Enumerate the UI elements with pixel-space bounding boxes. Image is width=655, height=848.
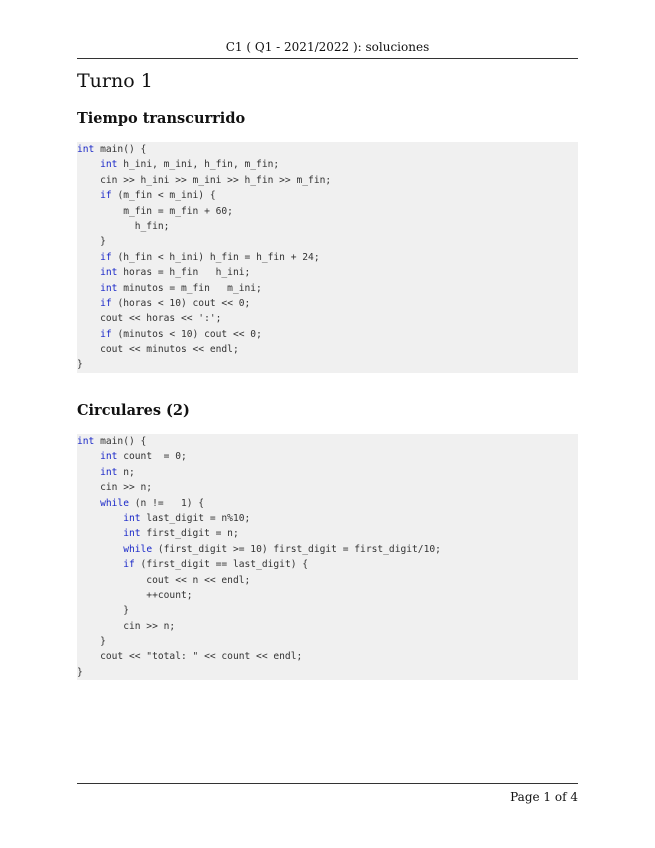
code-text xyxy=(77,544,123,555)
code-keyword: int xyxy=(100,466,118,478)
code-text xyxy=(77,559,123,570)
code-keyword: while xyxy=(123,543,153,555)
code-text xyxy=(77,267,100,278)
code-text xyxy=(77,283,100,294)
code-text: cin >> n; xyxy=(77,620,176,632)
code-text: last_digit = n%10; xyxy=(140,512,251,524)
code-keyword: if xyxy=(100,297,112,309)
code-line xyxy=(77,157,578,172)
problem-title-2: Circulares (2) xyxy=(77,402,190,419)
code-text: (horas < 10) cout << 0; xyxy=(111,297,251,309)
code-line xyxy=(77,511,578,526)
code-block-1 xyxy=(77,142,578,373)
code-text: h_ini, m_ini, h_fin, m_fin; xyxy=(117,159,280,171)
code-text: } xyxy=(77,236,106,248)
code-keyword: int xyxy=(123,512,141,524)
footer-rule xyxy=(77,783,578,784)
problem-title-1: Tiempo transcurrido xyxy=(77,110,246,127)
code-keyword: int xyxy=(77,436,95,447)
code-text: cout << n << endl; xyxy=(77,574,251,586)
code-line xyxy=(77,327,578,342)
code-text: first_digit = n; xyxy=(140,528,239,540)
code-text: (first_digit >= 10) first_digit = first_digit/10; xyxy=(152,543,441,555)
code-line xyxy=(77,573,578,588)
code-text xyxy=(77,298,100,309)
code-text xyxy=(77,498,100,509)
code-keyword: if xyxy=(100,251,112,263)
code-line xyxy=(77,449,578,464)
code-text xyxy=(77,159,100,170)
code-text: ++count; xyxy=(77,589,193,601)
code-line xyxy=(77,173,578,188)
code-keyword: if xyxy=(123,559,135,571)
section-title: Turno 1 xyxy=(77,70,153,92)
code-text: n; xyxy=(117,466,135,478)
code-text: main() { xyxy=(94,144,147,155)
code-keyword: int xyxy=(100,282,118,294)
code-text xyxy=(77,528,123,539)
code-text: } xyxy=(77,359,83,371)
code-line xyxy=(77,296,578,311)
code-line xyxy=(77,619,578,634)
code-text xyxy=(77,329,100,340)
code-line xyxy=(77,634,578,649)
code-text xyxy=(77,513,123,524)
code-line xyxy=(77,219,578,234)
code-keyword: int xyxy=(100,159,118,171)
code-text: cout << "total: " << count << endl; xyxy=(77,651,303,663)
code-text: (first_digit == last_digit) { xyxy=(134,559,309,571)
code-keyword: while xyxy=(100,497,129,509)
code-text: m_fin = m_fin + 60; xyxy=(77,205,233,217)
code-line xyxy=(77,204,578,219)
code-line xyxy=(77,496,578,511)
code-text: } xyxy=(77,666,83,678)
code-text: cout << minutos << endl; xyxy=(77,344,239,356)
code-line xyxy=(77,142,578,157)
code-keyword: int xyxy=(123,528,141,540)
code-text: cout << horas << ':'; xyxy=(77,313,222,325)
code-text xyxy=(77,467,100,478)
code-line xyxy=(77,234,578,249)
header-rule xyxy=(77,58,578,59)
page-number: Page 1 of 4 xyxy=(510,790,578,804)
code-text: h_fin; xyxy=(77,220,170,232)
code-keyword: int xyxy=(77,144,95,155)
code-line xyxy=(77,542,578,557)
page-header: C1 ( Q1 - 2021/2022 ): soluciones xyxy=(225,40,430,54)
code-line xyxy=(77,465,578,480)
code-line xyxy=(77,480,578,495)
code-text: cin >> h_ini >> m_ini >> h_fin >> m_fin; xyxy=(77,174,332,186)
code-text: (n != 1) { xyxy=(129,497,205,509)
code-text: cin >> n; xyxy=(77,482,153,494)
code-text: horas = h_fin h_ini; xyxy=(117,267,251,279)
code-keyword: int xyxy=(100,267,118,279)
code-text xyxy=(77,252,100,263)
code-block-2 xyxy=(77,434,578,680)
code-line xyxy=(77,434,578,449)
code-text: (m_fin < m_ini) { xyxy=(111,190,216,202)
code-line xyxy=(77,557,578,572)
code-line xyxy=(77,603,578,618)
code-line xyxy=(77,311,578,326)
code-keyword: if xyxy=(100,328,112,340)
code-text xyxy=(77,451,100,462)
code-line xyxy=(77,588,578,603)
code-text: } xyxy=(77,605,129,617)
code-keyword: int xyxy=(100,451,118,463)
code-text: (minutos < 10) cout << 0; xyxy=(111,328,262,340)
code-line xyxy=(77,281,578,296)
code-line xyxy=(77,188,578,203)
code-text: main() { xyxy=(94,436,147,447)
code-line xyxy=(77,357,578,372)
code-line xyxy=(77,342,578,357)
code-text: } xyxy=(77,636,106,648)
code-text: (h_fin < h_ini) h_fin = h_fin + 24; xyxy=(111,251,320,263)
code-line xyxy=(77,526,578,541)
code-text: count = 0; xyxy=(117,451,187,463)
code-text: minutos = m_fin m_ini; xyxy=(117,282,262,294)
code-line xyxy=(77,250,578,265)
code-line xyxy=(77,649,578,664)
code-line xyxy=(77,265,578,280)
code-keyword: if xyxy=(100,190,112,202)
code-text xyxy=(77,190,100,201)
code-line xyxy=(77,665,578,680)
